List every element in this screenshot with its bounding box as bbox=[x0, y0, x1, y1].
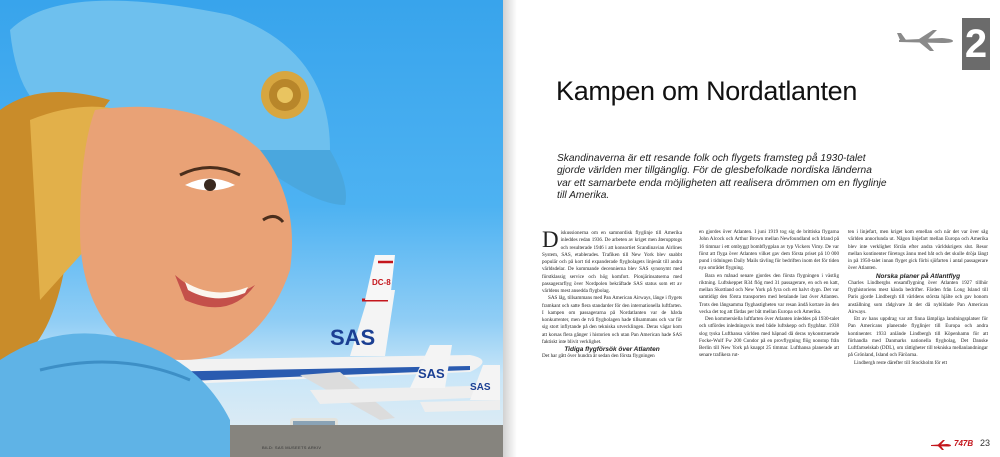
paragraph: Det har gått över hundra år sedan den första flygningen bbox=[542, 353, 655, 360]
paragraph-text: iskussionerna om en samnordisk flyglinje till Amerika inleddes redan 1936. De arbeten av kriget men återupptogs och resulterade 1946 i att konsortiet Scandinavian Airlines System, SAS, etablerades. Trafiken till New York blev snabbt populär och på kort tid expanderade flygbolagets linjenät till andra världsdelar. De kommande decennierna blev SAS synonymt med förstklassig service och hög komfort. Pionjärinsatserna med passagerarflyg över Nordpolen bekräftade SAS status som ett av världens mest ansedda flygbolag. bbox=[542, 230, 682, 294]
chapter-lead: Skandinaverna är ett resande folk och flygets framsteg på 1930-talet gjorde världen mer tillgänglig. För de glesbefolkade nordiska länderna var ett samarbete enda möjligheten att realisera drömmen om en flyglinje till Amerika. bbox=[557, 153, 887, 202]
text-column-2 bbox=[699, 229, 839, 360]
paragraph: Lindbergh reste därefter till Stockholm för ett bbox=[854, 359, 947, 366]
page-gutter-shadow bbox=[503, 0, 517, 457]
airplane-silhouette-icon bbox=[897, 30, 955, 52]
paragraph: Ett av hans uppdrag var att finna lämpliga landningsplatser för Pan Americans planerade flyglinjer till Europa och andra kontinenter. 1933 anlände Lindbergh till Köpenhamn för att förhandla med Danmarks nationella flygbolag, Det Danske Luftfartselskab (DDL), om rättigheter till tekniska mellanlandningar på Grönland, Island och Färöarna. bbox=[848, 316, 988, 359]
sas-fuselage-text: SAS bbox=[330, 325, 376, 350]
footer-logo-text: 747B bbox=[954, 439, 974, 448]
paragraph: ten i linjefart, men kriget kom emellan och när det var över såg världen annorlunda ut. Någon linjefart mellan Europa och Amerika blev inte verklighet förrän efter andra världskrigets slut. Resor mellan kontinenter företogs ännu med båt och det skulle dröja längt in på 1950-talet innan flyget gick förbi sjöfarten i antal passagerare över Atlanten. bbox=[848, 229, 988, 272]
paragraph bbox=[542, 227, 682, 295]
footer-plane-icon bbox=[930, 440, 952, 450]
text-column-3 bbox=[848, 229, 988, 367]
page-number: 23 bbox=[980, 438, 991, 448]
chapter-title: Kampen om Nordatlanten bbox=[556, 76, 858, 106]
svg-text:SAS: SAS bbox=[418, 366, 445, 381]
svg-text:SAS: SAS bbox=[470, 382, 491, 393]
chapter-number-badge: 2 bbox=[962, 18, 990, 70]
paragraph: en gjordes över Atlanten. I juni 1919 tog sig de brittiska flygarna John Alcock och Arthur Brown mellan Newfoundland och Irland på 16 timmar i ett ombyggt bombflygplan av typ Vickers Vimy. De var först att flyga över Atlanten vilket gav dem första priset på 10 000 pund i tidningen Daily Mails tävling för bedriften inom det för tiden nya området flygning. bbox=[699, 229, 839, 272]
section-subhead: Tidiga flygförsök över Atlanten bbox=[564, 346, 660, 353]
paragraph: Bara en månad senare gjordes den första flygningen i västlig riktning. Luftskeppet R34 flög med 31 passagerare, en och en katt, mellan Skottland och New York på fyra och ett halvt dygn. Det var samtidigt den första transporten med betalande last över Atlanten. Trots den långsamma flyghastigheten var resan ändå kortare än den vecka det tog att färdas per båt mellan Europa och Amerika. bbox=[699, 272, 839, 315]
photo-caption: BILD: SAS MUSEETS ARKIV bbox=[262, 445, 322, 450]
paragraph: Charles Lindberghs ensamflygning över Atlanten 1927 tillhör flyghistoriens mest kända bedrifter. Färden från Long Island till Paris gjorde Lindbergh till världens största hjälte och gav honom anställning som rådgivare åt det då nybildade Pan American Airways. bbox=[848, 279, 988, 315]
section-subhead: Norska planer på Atlantflyg bbox=[875, 272, 961, 280]
dropcap: D bbox=[542, 227, 559, 252]
paragraph: SAS låg, tillsammans med Pan American Airways, länge i flygets framkant och satte flera standarder för den internationella luftfarten. I kampen om passagerarna på Nordatlanten var de hårda konkurrenter, men de två flygbolagen hade tillsammans och var för sig stort inflytande på den tekniska utvecklingen. Deras vägar kom att korsas flera gånger i historien och utan Pan American hade SAS faktiskt inte blivit verklighet. bbox=[542, 295, 682, 345]
dc8-tail-text: DC-8 bbox=[372, 278, 391, 287]
paragraph: Den kommersiella luftfarten över Atlanten inleddes på 1930-talet och utfördes inledningsvis med både luftskepp och flygbåtar. 1938 slog tyska Lufthansa världen med häpnad då deras nykonstruerade Focke-Wulf Fw 200 Condor på en provflygning flög nonstop från Berlin till New York på knappt 25 timmar. Lufthansa planerade att senare trafikera rut- bbox=[699, 316, 839, 359]
text-column-1 bbox=[542, 227, 682, 361]
